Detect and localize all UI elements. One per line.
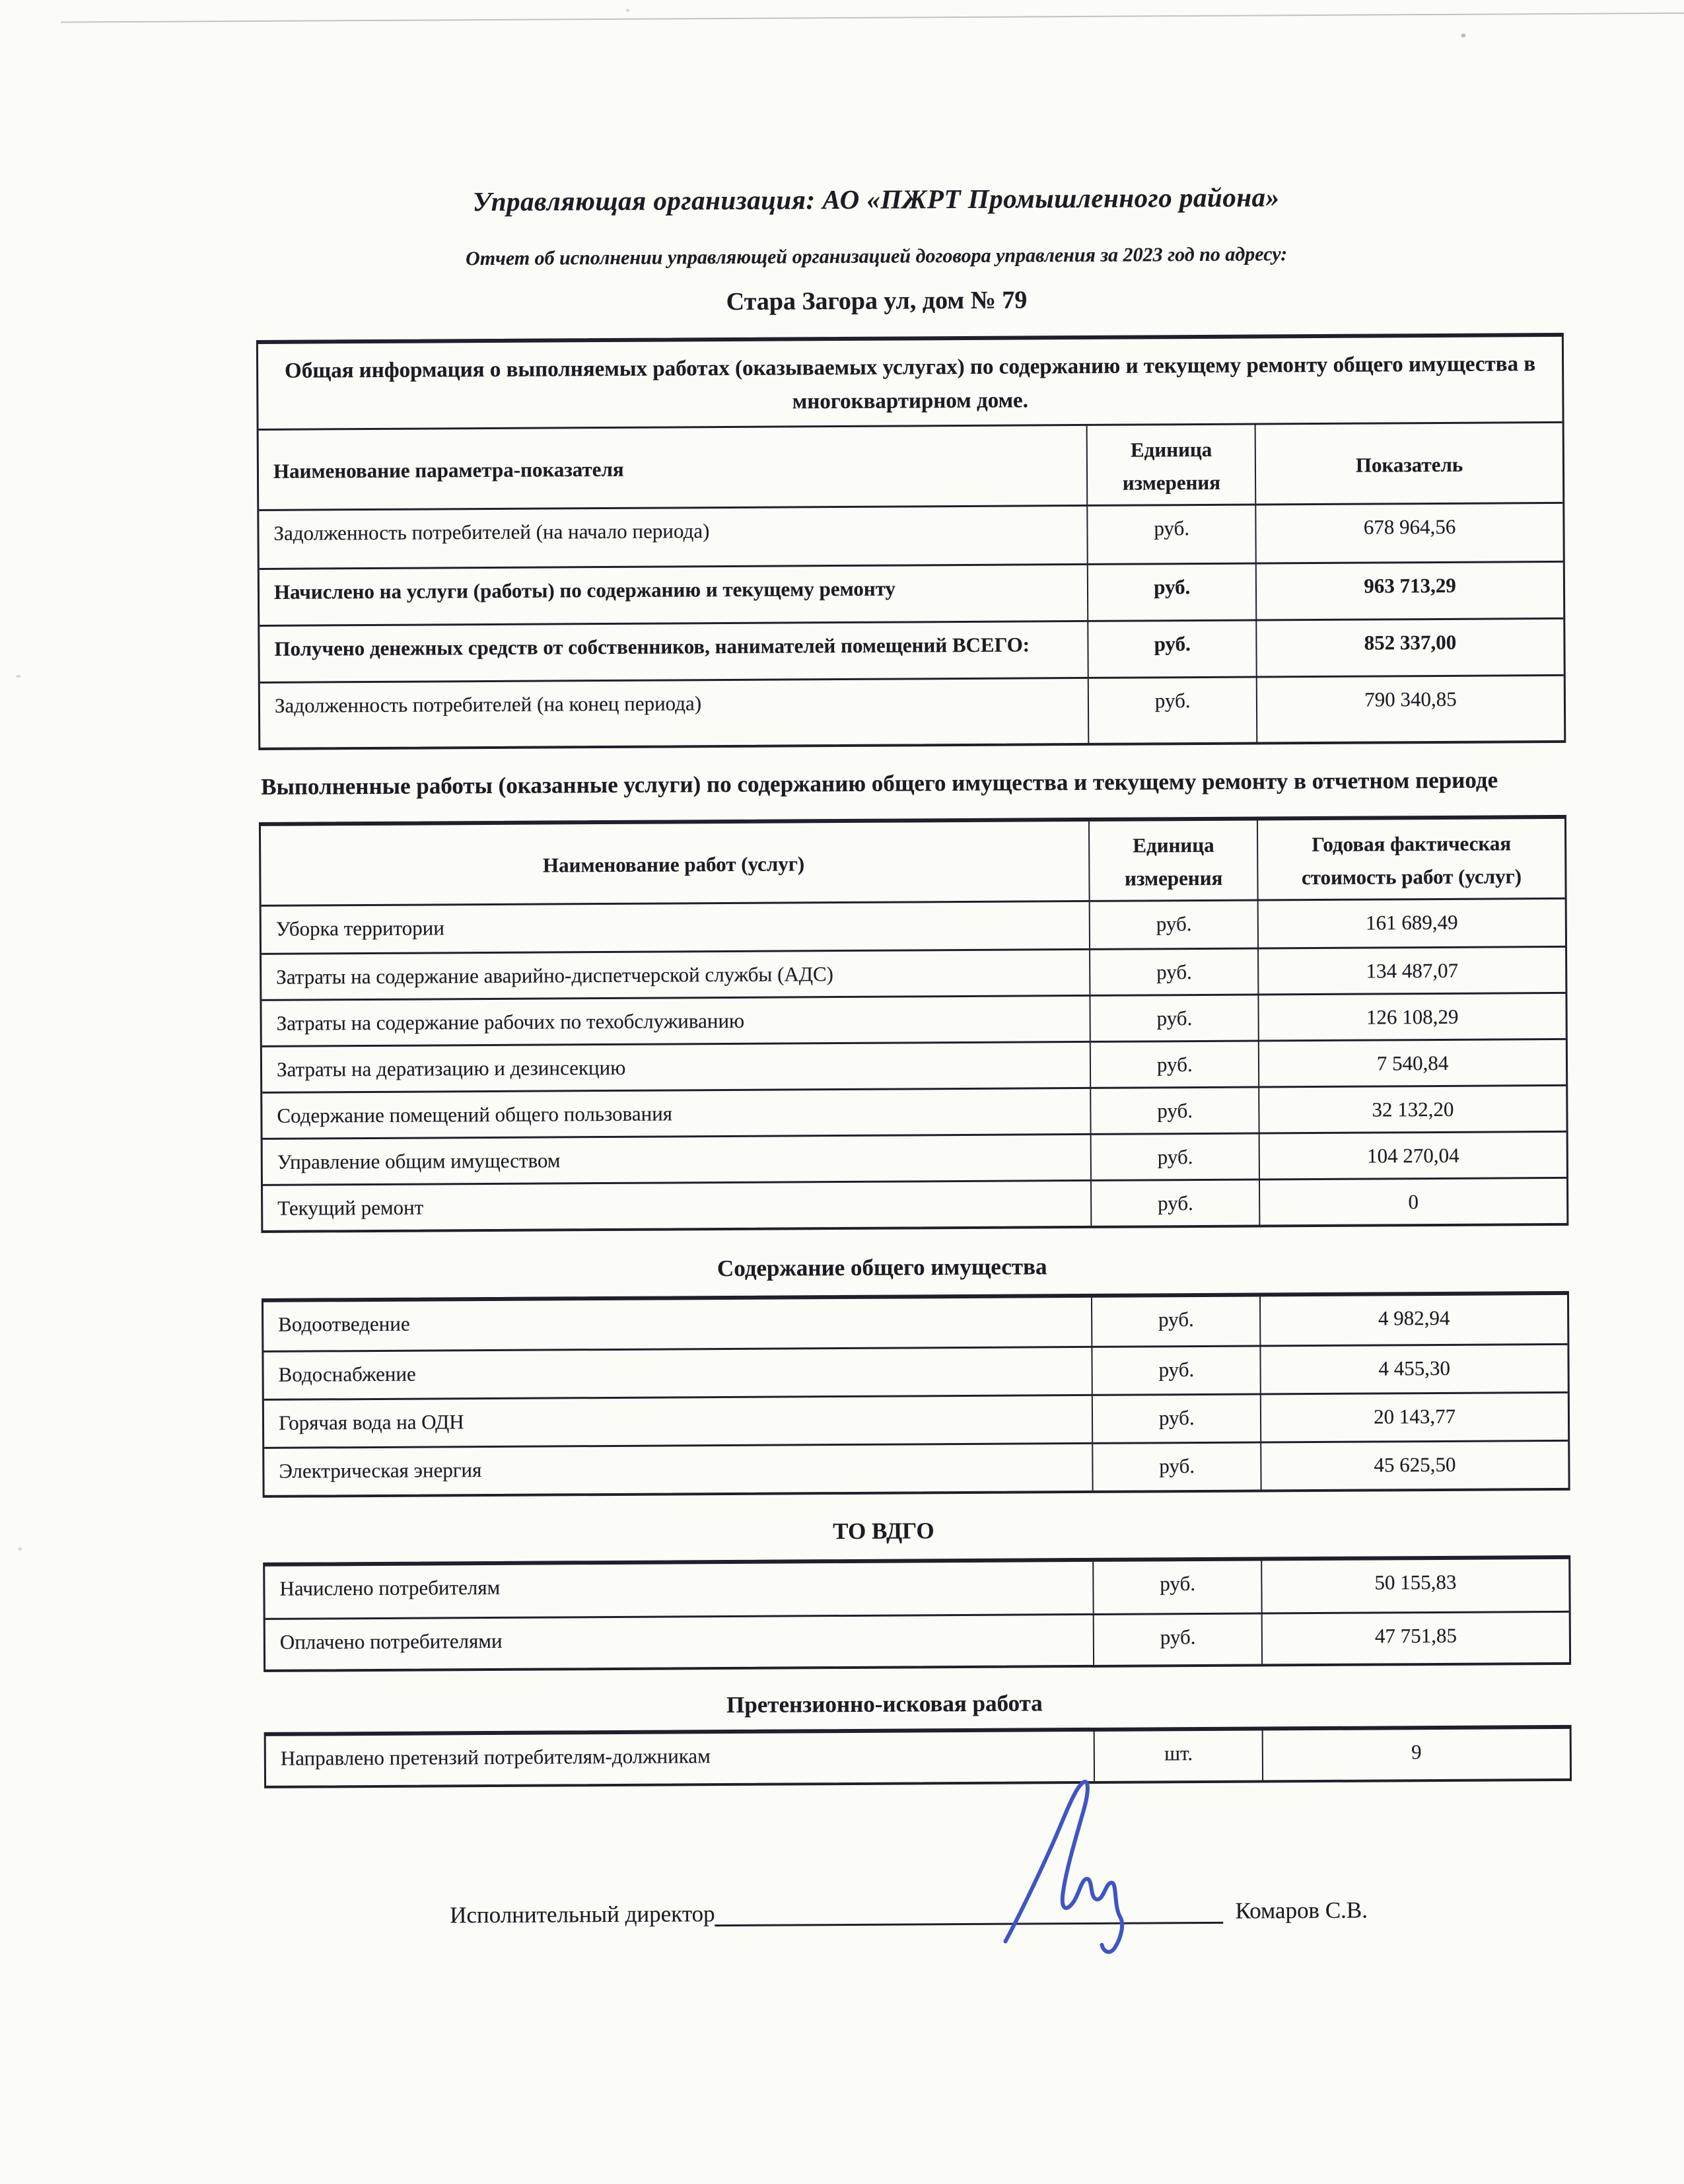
row-unit: руб. — [1090, 996, 1258, 1041]
row-work-name: Содержание помещений общего пользования — [277, 1102, 673, 1127]
signature-line — [715, 1893, 1223, 1926]
row-unit: руб. — [1092, 1395, 1260, 1442]
row-service-name: Горячая вода на ОДН — [278, 1409, 464, 1434]
vdgo-rows — [265, 1559, 1569, 1670]
general-info-caption: Общая информация о выполняемых работах (оказываемых услугах) по содержанию и текущему ремонту общего имущества в многоквартирном доме. — [258, 337, 1562, 431]
row-unit: шт. — [1094, 1730, 1262, 1780]
row-unit: руб. — [1090, 1135, 1259, 1180]
signatory-role: Исполнительный директор — [450, 1900, 715, 1928]
row-unit: руб. — [1087, 565, 1255, 620]
row-value: 126 108,29 — [1258, 994, 1566, 1040]
table-row — [260, 561, 1563, 625]
row-value: 134 487,07 — [1257, 948, 1565, 994]
table-row — [263, 1295, 1567, 1351]
signature-ink — [978, 1770, 1144, 1969]
row-work-name: Затраты на дератизацию и дезинсекцию — [276, 1056, 626, 1081]
maintenance-table — [262, 1291, 1570, 1498]
works-table — [259, 815, 1568, 1233]
row-work-name: Затраты на содержание рабочих по техобслуживанию — [276, 1009, 745, 1035]
row-value: 963 713,29 — [1255, 563, 1563, 619]
table-row — [260, 674, 1564, 748]
row-unit: руб. — [1092, 1443, 1261, 1490]
claims-rows — [266, 1729, 1570, 1786]
scan-speckle — [18, 1547, 22, 1551]
scan-speckle — [16, 675, 21, 678]
table-row — [259, 504, 1562, 568]
row-parameter-name: Задолженность потребителей (на конец периода) — [274, 691, 702, 718]
table-row — [262, 1084, 1566, 1138]
row-value: 852 337,00 — [1255, 619, 1563, 676]
row-unit: руб. — [1090, 1042, 1258, 1087]
works-header-row — [261, 819, 1565, 907]
row-unit: руб. — [1093, 1615, 1261, 1665]
page-address: Стара Загора ул, дом № 79 — [726, 286, 1028, 316]
row-unit: руб. — [1090, 1181, 1259, 1226]
row-item-name: Направлено претензий потребителям-должникам — [280, 1744, 711, 1770]
signatory-name: Комаров С.В. — [1235, 1897, 1368, 1924]
column-header-unit: Единица измерения — [1088, 820, 1257, 900]
page-subtitle: Отчет об исполнении управляющей организацией договора управления за 2023 год по адресу: — [466, 243, 1288, 270]
row-unit: руб. — [1091, 1296, 1259, 1345]
row-value: 20 143,77 — [1260, 1393, 1568, 1442]
row-unit: руб. — [1092, 1347, 1260, 1393]
works-rows — [262, 899, 1567, 1230]
signature-block — [450, 1891, 1684, 1928]
row-unit: руб. — [1090, 950, 1258, 995]
maintenance-section-heading: Содержание общего имущества — [717, 1253, 1047, 1282]
table-row — [263, 1131, 1566, 1184]
row-value: 678 964,56 — [1255, 504, 1562, 563]
row-value: 104 270,04 — [1259, 1133, 1566, 1179]
table-row — [265, 1611, 1569, 1670]
row-item-name: Оплачено потребителями — [279, 1629, 503, 1654]
row-work-name: Управление общим имуществом — [277, 1148, 561, 1174]
column-header-parameter: Наименование параметра-показателя — [273, 458, 624, 483]
claims-table — [264, 1725, 1572, 1788]
row-item-name: Начислено потребителям — [279, 1576, 501, 1600]
row-work-name: Затраты на содержание аварийно-диспетчерской службы (АДС) — [276, 962, 834, 989]
column-header-unit: Единица измерения — [1086, 425, 1255, 505]
row-service-name: Электрическая энергия — [279, 1458, 482, 1483]
row-unit: руб. — [1088, 621, 1256, 677]
row-value: 32 132,20 — [1258, 1086, 1566, 1133]
page-title: Управляющая организация: АО «ПЖРТ Промышленного района» — [472, 182, 1280, 217]
row-work-name: Текущий ремонт — [277, 1195, 424, 1220]
row-value: 9 — [1262, 1729, 1570, 1780]
maintenance-rows — [263, 1295, 1568, 1495]
scan-speckle — [1461, 34, 1465, 38]
table-row — [265, 1559, 1568, 1618]
row-value: 0 — [1259, 1179, 1566, 1225]
row-value: 790 340,85 — [1256, 676, 1564, 742]
table-row — [264, 1440, 1568, 1495]
general-info-table — [256, 333, 1566, 751]
row-unit: руб. — [1089, 901, 1257, 948]
table-row — [262, 1038, 1566, 1092]
table-row — [264, 1391, 1568, 1447]
row-value: 7 540,84 — [1258, 1040, 1566, 1086]
table-row — [263, 1343, 1567, 1399]
row-value: 4 982,94 — [1259, 1295, 1567, 1345]
works-section-heading: Выполненные работы (оказанные услуги) по содержанию общего имущества и текущему ремонту в отчетном периоде — [261, 767, 1498, 800]
claims-section-heading: Претензионно-исковая работа — [726, 1690, 1043, 1718]
vdgo-section-heading: ТО ВДГО — [833, 1517, 934, 1544]
row-value: 4 455,30 — [1260, 1345, 1568, 1393]
table-row — [260, 617, 1563, 682]
general-info-rows — [259, 504, 1564, 748]
column-header-work-name: Наименование работ (услуг) — [542, 852, 805, 877]
row-service-name: Водоснабжение — [278, 1362, 416, 1386]
row-unit: руб. — [1093, 1561, 1261, 1613]
table-row — [262, 992, 1565, 1045]
general-info-header-row — [259, 423, 1563, 511]
table-row — [262, 946, 1565, 999]
row-service-name: Водоотведение — [278, 1312, 410, 1336]
table-row — [262, 899, 1565, 953]
column-header-annual-cost: Годовая фактическая стоимость работ (услуг) — [1257, 819, 1565, 899]
vdgo-table — [263, 1555, 1571, 1672]
row-unit: руб. — [1088, 678, 1256, 743]
table-row — [263, 1177, 1566, 1230]
row-work-name: Уборка территории — [275, 916, 445, 940]
scan-speckle — [626, 9, 629, 12]
row-value: 161 689,49 — [1257, 899, 1565, 948]
table-row — [266, 1729, 1570, 1786]
row-unit: руб. — [1090, 1088, 1259, 1133]
row-value: 45 625,50 — [1260, 1442, 1568, 1490]
column-header-indicator: Показатель — [1255, 423, 1563, 504]
row-value: 50 155,83 — [1261, 1559, 1568, 1613]
row-parameter-name: Получено денежных средств от собственников, нанимателей помещений ВСЕГО: — [274, 633, 1030, 661]
row-unit: руб. — [1087, 506, 1255, 563]
row-parameter-name: Начислено на услуги (работы) по содержанию и текущему ремонту — [273, 577, 896, 604]
row-parameter-name: Задолженность потребителей (на начало периода) — [273, 519, 710, 546]
row-value: 47 751,85 — [1261, 1613, 1569, 1664]
